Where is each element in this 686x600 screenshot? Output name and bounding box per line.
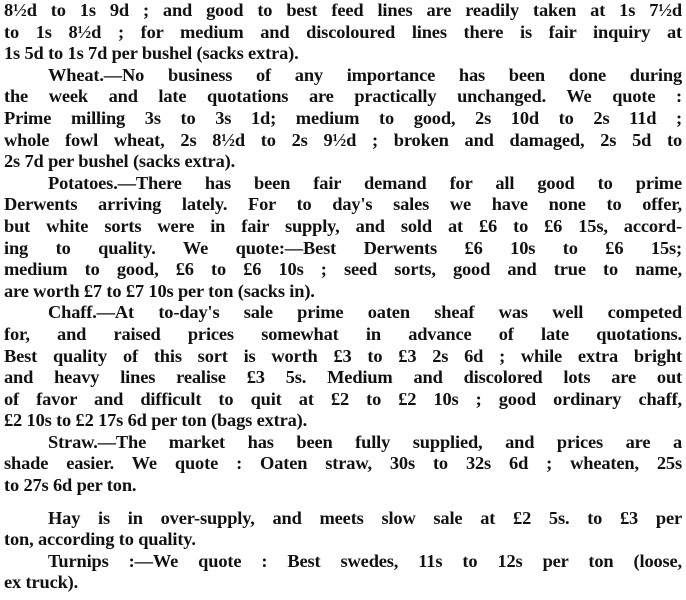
text-line: of favor and difficult to quit at £2 to £2 10s ; good ordinary chaff,: [4, 388, 682, 409]
chaff-paragraph: [4, 302, 682, 432]
text-line: ing to quality. We quote:—Best Derwents £6 10s to £6 15s;: [4, 237, 682, 258]
text-line: 8½d to 1s 9d ; and good to best feed lines are readily taken at 1s 7½d: [4, 0, 682, 20]
text-line: Hay is in over-supply, and meets slow sale at £2 5s. to £3 per: [48, 507, 682, 528]
turnips-paragraph: [4, 551, 682, 594]
text-line: Turnips :—We quote : Best swedes, 11s to 12s per ton (loose,: [48, 550, 682, 571]
wheat-paragraph: [4, 65, 682, 173]
text-line: shade easier. We quote : Oaten straw, 30s to 32s 6d ; wheaten, 25s: [4, 453, 682, 474]
text-line: Derwents arriving lately. For to day's sales we have none to offer,: [4, 194, 682, 215]
text-line: the week and late quotations are practically unchanged. We quote :: [4, 86, 682, 107]
text-line: 1s 5d to 1s 7d per bushel (sacks extra).: [4, 43, 299, 64]
text-line: to 27s 6d per ton.: [4, 475, 137, 496]
text-line: are worth £7 to £7 10s per ton (sacks in).: [4, 280, 315, 301]
potatoes-paragraph: [4, 173, 682, 303]
text-line: to 1s 8½d ; for medium and discoloured lines there is fair inquiry at: [4, 21, 682, 42]
text-line: 2s 7d per bushel (sacks extra).: [4, 151, 236, 172]
text-line: Chaff.—At to-day's sale prime oaten sheaf was well competed: [48, 302, 682, 323]
text-line: Straw.—The market has been fully supplied, and prices are a: [48, 431, 682, 452]
feed-lines-paragraph: [4, 0, 682, 65]
text-line: £2 10s to £2 17s 6d per ton (bags extra).: [4, 410, 308, 431]
text-line: and heavy lines realise £3 5s. Medium and discolored lots are out: [4, 367, 682, 388]
text-line: Best quality of this sort is worth £3 to £3 2s 6d ; while extra bright: [4, 345, 682, 366]
text-line: ex truck).: [4, 572, 79, 593]
text-line: medium to good, £6 to £6 10s ; seed sorts, good and true to name,: [4, 259, 682, 280]
text-line: but white sorts were in fair supply, and sold at £6 to £6 15s, accord-: [4, 215, 682, 236]
hay-paragraph: [4, 508, 682, 551]
text-line: Prime milling 3s to 3s 1d; medium to good, 2s 10d to 2s 11d ;: [4, 107, 682, 128]
text-line: for, and raised prices somewhat in advance of late quotations.: [4, 323, 682, 344]
market-report-article: [4, 0, 682, 594]
text-line: Wheat.—No business of any importance has been done during: [48, 64, 682, 85]
text-line: ton, according to quality.: [4, 529, 196, 550]
text-line: Potatoes.—There has been fair demand for all good to prime: [48, 172, 682, 193]
text-line: whole fowl wheat, 2s 8½d to 2s 9½d ; broken and damaged, 2s 5d to: [4, 129, 682, 150]
straw-paragraph: [4, 432, 682, 497]
